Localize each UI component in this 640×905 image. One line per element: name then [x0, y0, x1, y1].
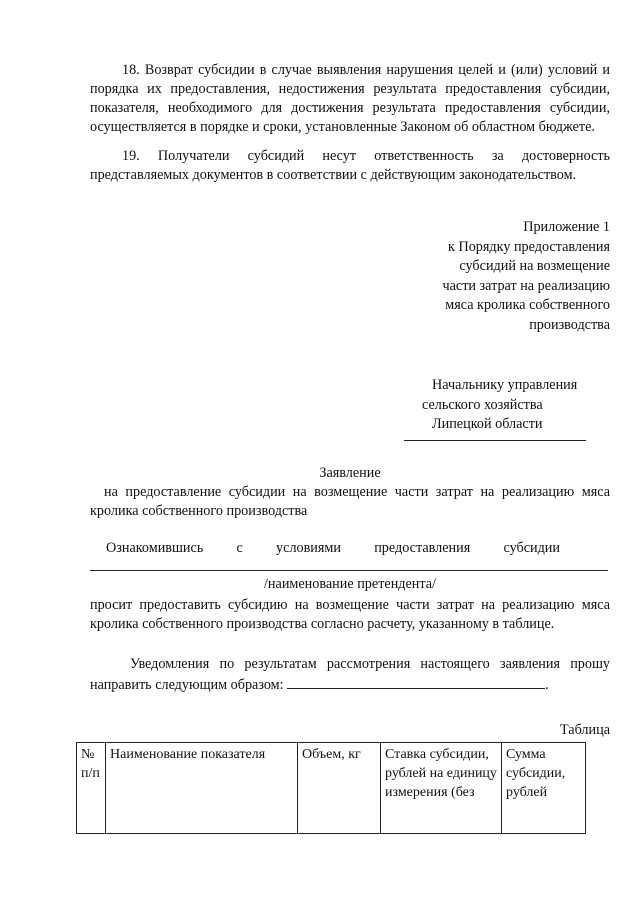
familiar-word: с: [236, 540, 243, 556]
appendix-line: к Порядку предоставления: [448, 238, 610, 255]
table-header-cell: Наименование показателя: [106, 743, 298, 834]
familiar-line: [106, 539, 560, 558]
table-header-row: [77, 743, 586, 834]
appendix-line: субсидий на возмещение: [459, 258, 610, 274]
addressee-line: Липецкой области: [432, 416, 543, 432]
appendix-line: части затрат на реализацию: [442, 277, 610, 294]
notification-text: Уведомления по результатам рассмотрения настоящего заявления прошу направить следующим образом:: [90, 656, 610, 693]
addressee-line: Начальнику управления: [432, 377, 578, 393]
addressee-line: сельского хозяйства: [422, 396, 543, 413]
notification-paragraph: [90, 655, 610, 695]
paragraph-19: 19. Получатели субсидий несут ответственность за достоверность представляемых документов в соответствии с действующим законодательством.: [90, 148, 610, 183]
paragraph-18: 18. Возврат субсидии в случае выявления нарушения целей и (или) условий и порядка их предоставления, недостижения результата предоставления субсидии, показателя, необходимого для достижения результата предоставления субсидии, осуществляется в порядке и сроки, установленные Законом об областном бюджете.: [90, 62, 610, 135]
table-header-cell: № п/п: [77, 743, 106, 834]
applicant-caption: /наименование претендента/: [263, 576, 437, 592]
table-header-cell: Объем, кг: [298, 743, 381, 834]
appendix-line: производства: [529, 316, 610, 333]
familiar-word: предоставления: [374, 540, 471, 556]
application-subtitle: на предоставление субсидии на возмещение части затрат на реализацию мяса кролика собственного производства: [90, 484, 610, 519]
appendix-line: Приложение 1: [523, 219, 610, 235]
notification-method-line: [287, 674, 545, 689]
application-title: Заявление: [319, 465, 381, 481]
table-header-cell: Ставка субсидии, рублей на единицу измерения (без: [381, 743, 502, 834]
familiar-word: субсидии: [503, 540, 560, 556]
appendix-line: мяса кролика собственного: [445, 297, 610, 313]
table-header-cell: Сумма субсидии, рублей: [502, 743, 586, 834]
addressee-block: [422, 376, 622, 435]
familiar-word: Ознакомившись: [106, 540, 204, 556]
applicant-name-line: [90, 570, 608, 571]
familiar-word: условиями: [276, 540, 341, 556]
table-label: Таблица: [559, 722, 610, 738]
request-paragraph: просит предоставить субсидию на возмещение части затрат на реализацию мяса кролика собственного производства согласно расчету, указанному в таблице.: [90, 597, 610, 632]
addressee-signature-line: [404, 440, 586, 441]
notification-end: .: [545, 677, 549, 693]
appendix-block: [400, 218, 610, 335]
subsidy-table: [76, 742, 586, 834]
